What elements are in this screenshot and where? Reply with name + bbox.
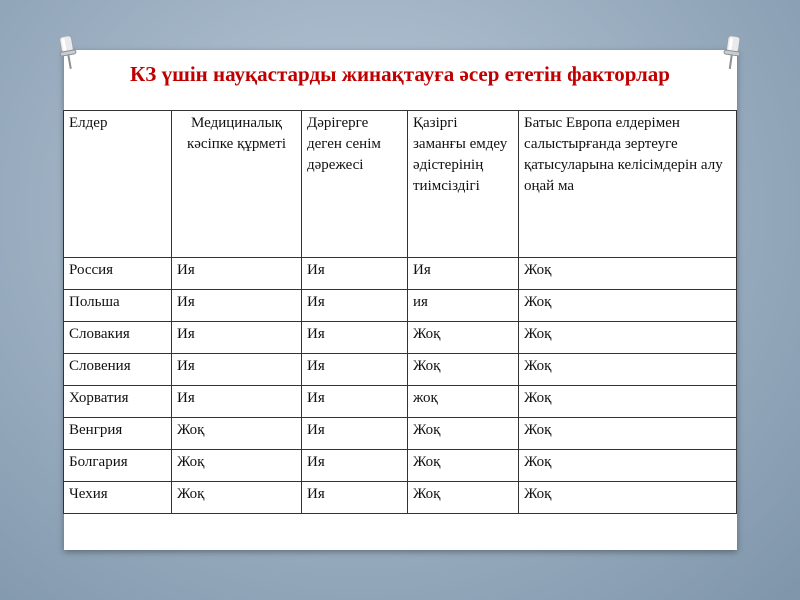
table-cell-trust: Ия xyxy=(302,482,408,514)
header-cell-inefficiency: Қазіргі заманғы емдеу әдістерінің тиімсіздігі xyxy=(408,111,519,258)
table-row xyxy=(64,450,737,482)
table-row xyxy=(64,418,737,450)
table-cell-country: Венгрия xyxy=(64,418,172,450)
header-cell-trust: Дәрігерге деген сенім дәрежесі xyxy=(302,111,408,258)
table-cell-trust: Ия xyxy=(302,450,408,482)
table-header-row xyxy=(64,111,737,258)
table-row xyxy=(64,354,737,386)
table-cell-inefficiency: Жоқ xyxy=(408,322,519,354)
table-cell-trust: Ия xyxy=(302,386,408,418)
table-cell-respect: Ия xyxy=(172,386,302,418)
table-cell-inefficiency: жоқ xyxy=(408,386,519,418)
table-cell-inefficiency: Жоқ xyxy=(408,450,519,482)
table-cell-country: Хорватия xyxy=(64,386,172,418)
table-cell-country: Словакия xyxy=(64,322,172,354)
table-row xyxy=(64,322,737,354)
header-cell-consent: Батыс Европа елдерімен салыстырғанда зертеуге қатысуларына келісімдерін алу оңай ма xyxy=(519,111,737,258)
table-cell-consent: Жоқ xyxy=(519,290,737,322)
header-cell-country: Елдер xyxy=(64,111,172,258)
table-cell-consent: Жоқ xyxy=(519,418,737,450)
table-cell-respect: Ия xyxy=(172,290,302,322)
table-cell-inefficiency: Ия xyxy=(408,258,519,290)
header-cell-respect: Медициналық кәсіпке құрметі xyxy=(172,111,302,258)
table-cell-country: Россия xyxy=(64,258,172,290)
table-row xyxy=(64,482,737,514)
table-cell-trust: Ия xyxy=(302,258,408,290)
table-cell-consent: Жоқ xyxy=(519,386,737,418)
table-cell-trust: Ия xyxy=(302,418,408,450)
table-cell-respect: Ия xyxy=(172,322,302,354)
table-cell-country: Словения xyxy=(64,354,172,386)
table-row xyxy=(64,386,737,418)
factors-table xyxy=(63,110,737,514)
table-cell-inefficiency: Жоқ xyxy=(408,482,519,514)
table-cell-respect: Жоқ xyxy=(172,450,302,482)
table-row xyxy=(64,290,737,322)
table-cell-inefficiency: Жоқ xyxy=(408,418,519,450)
table-cell-country: Болгария xyxy=(64,450,172,482)
table-cell-trust: Ия xyxy=(302,354,408,386)
table-row xyxy=(64,258,737,290)
table-cell-inefficiency: Жоқ xyxy=(408,354,519,386)
table-cell-consent: Жоқ xyxy=(519,354,737,386)
table-cell-consent: Жоқ xyxy=(519,258,737,290)
table-cell-consent: Жоқ xyxy=(519,482,737,514)
table-cell-trust: Ия xyxy=(302,322,408,354)
table-cell-country: Польша xyxy=(64,290,172,322)
table-cell-consent: Жоқ xyxy=(519,450,737,482)
table-cell-respect: Ия xyxy=(172,354,302,386)
table-cell-respect: Жоқ xyxy=(172,482,302,514)
table-cell-inefficiency: ия xyxy=(408,290,519,322)
slide-title: КЗ үшін науқастарды жинақтауға әсер ететін факторлар xyxy=(130,62,670,86)
table-cell-country: Чехия xyxy=(64,482,172,514)
table-cell-trust: Ия xyxy=(302,290,408,322)
table-cell-respect: Жоқ xyxy=(172,418,302,450)
table-cell-respect: Ия xyxy=(172,258,302,290)
table-cell-consent: Жоқ xyxy=(519,322,737,354)
